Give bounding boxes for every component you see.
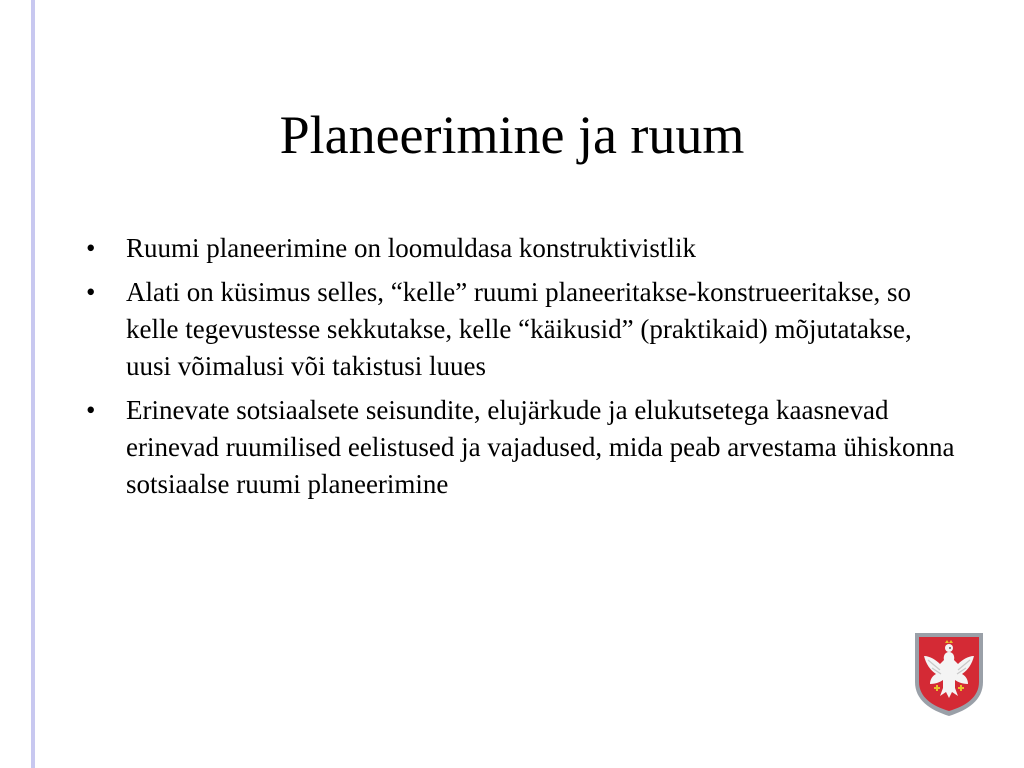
slide-title: Planeerimine ja ruum: [279, 105, 745, 165]
bullet-text: Ruumi planeerimine on loomuldasa konstruktivistlik: [126, 233, 696, 263]
bullet-list: [86, 230, 956, 510]
bullet-mark: •: [86, 395, 96, 425]
bullet-item: [86, 392, 956, 503]
bullet-item: [86, 274, 956, 385]
coat-of-arms-eagle-icon: [912, 630, 986, 718]
bullet-mark: •: [86, 233, 96, 263]
bullet-text: Alati on küsimus selles, “kelle” ruumi planeeritakse-konstrueeritakse, so kelle tegevustesse sekkutakse, kelle “käikusid” (praktikaid) mõjutatakse, uusi võimalusi või takistusi luues: [126, 277, 912, 381]
bullet-text: Erinevate sotsiaalsete seisundite, elujärkude ja elukutsetega kaasnevad erinevad ruumilised eelistused ja vajadused, mida peab arvestama ühiskonna sotsiaalse ruumi planeerimine: [126, 395, 955, 499]
bullet-item: [86, 230, 956, 267]
bullet-mark: •: [86, 277, 96, 307]
